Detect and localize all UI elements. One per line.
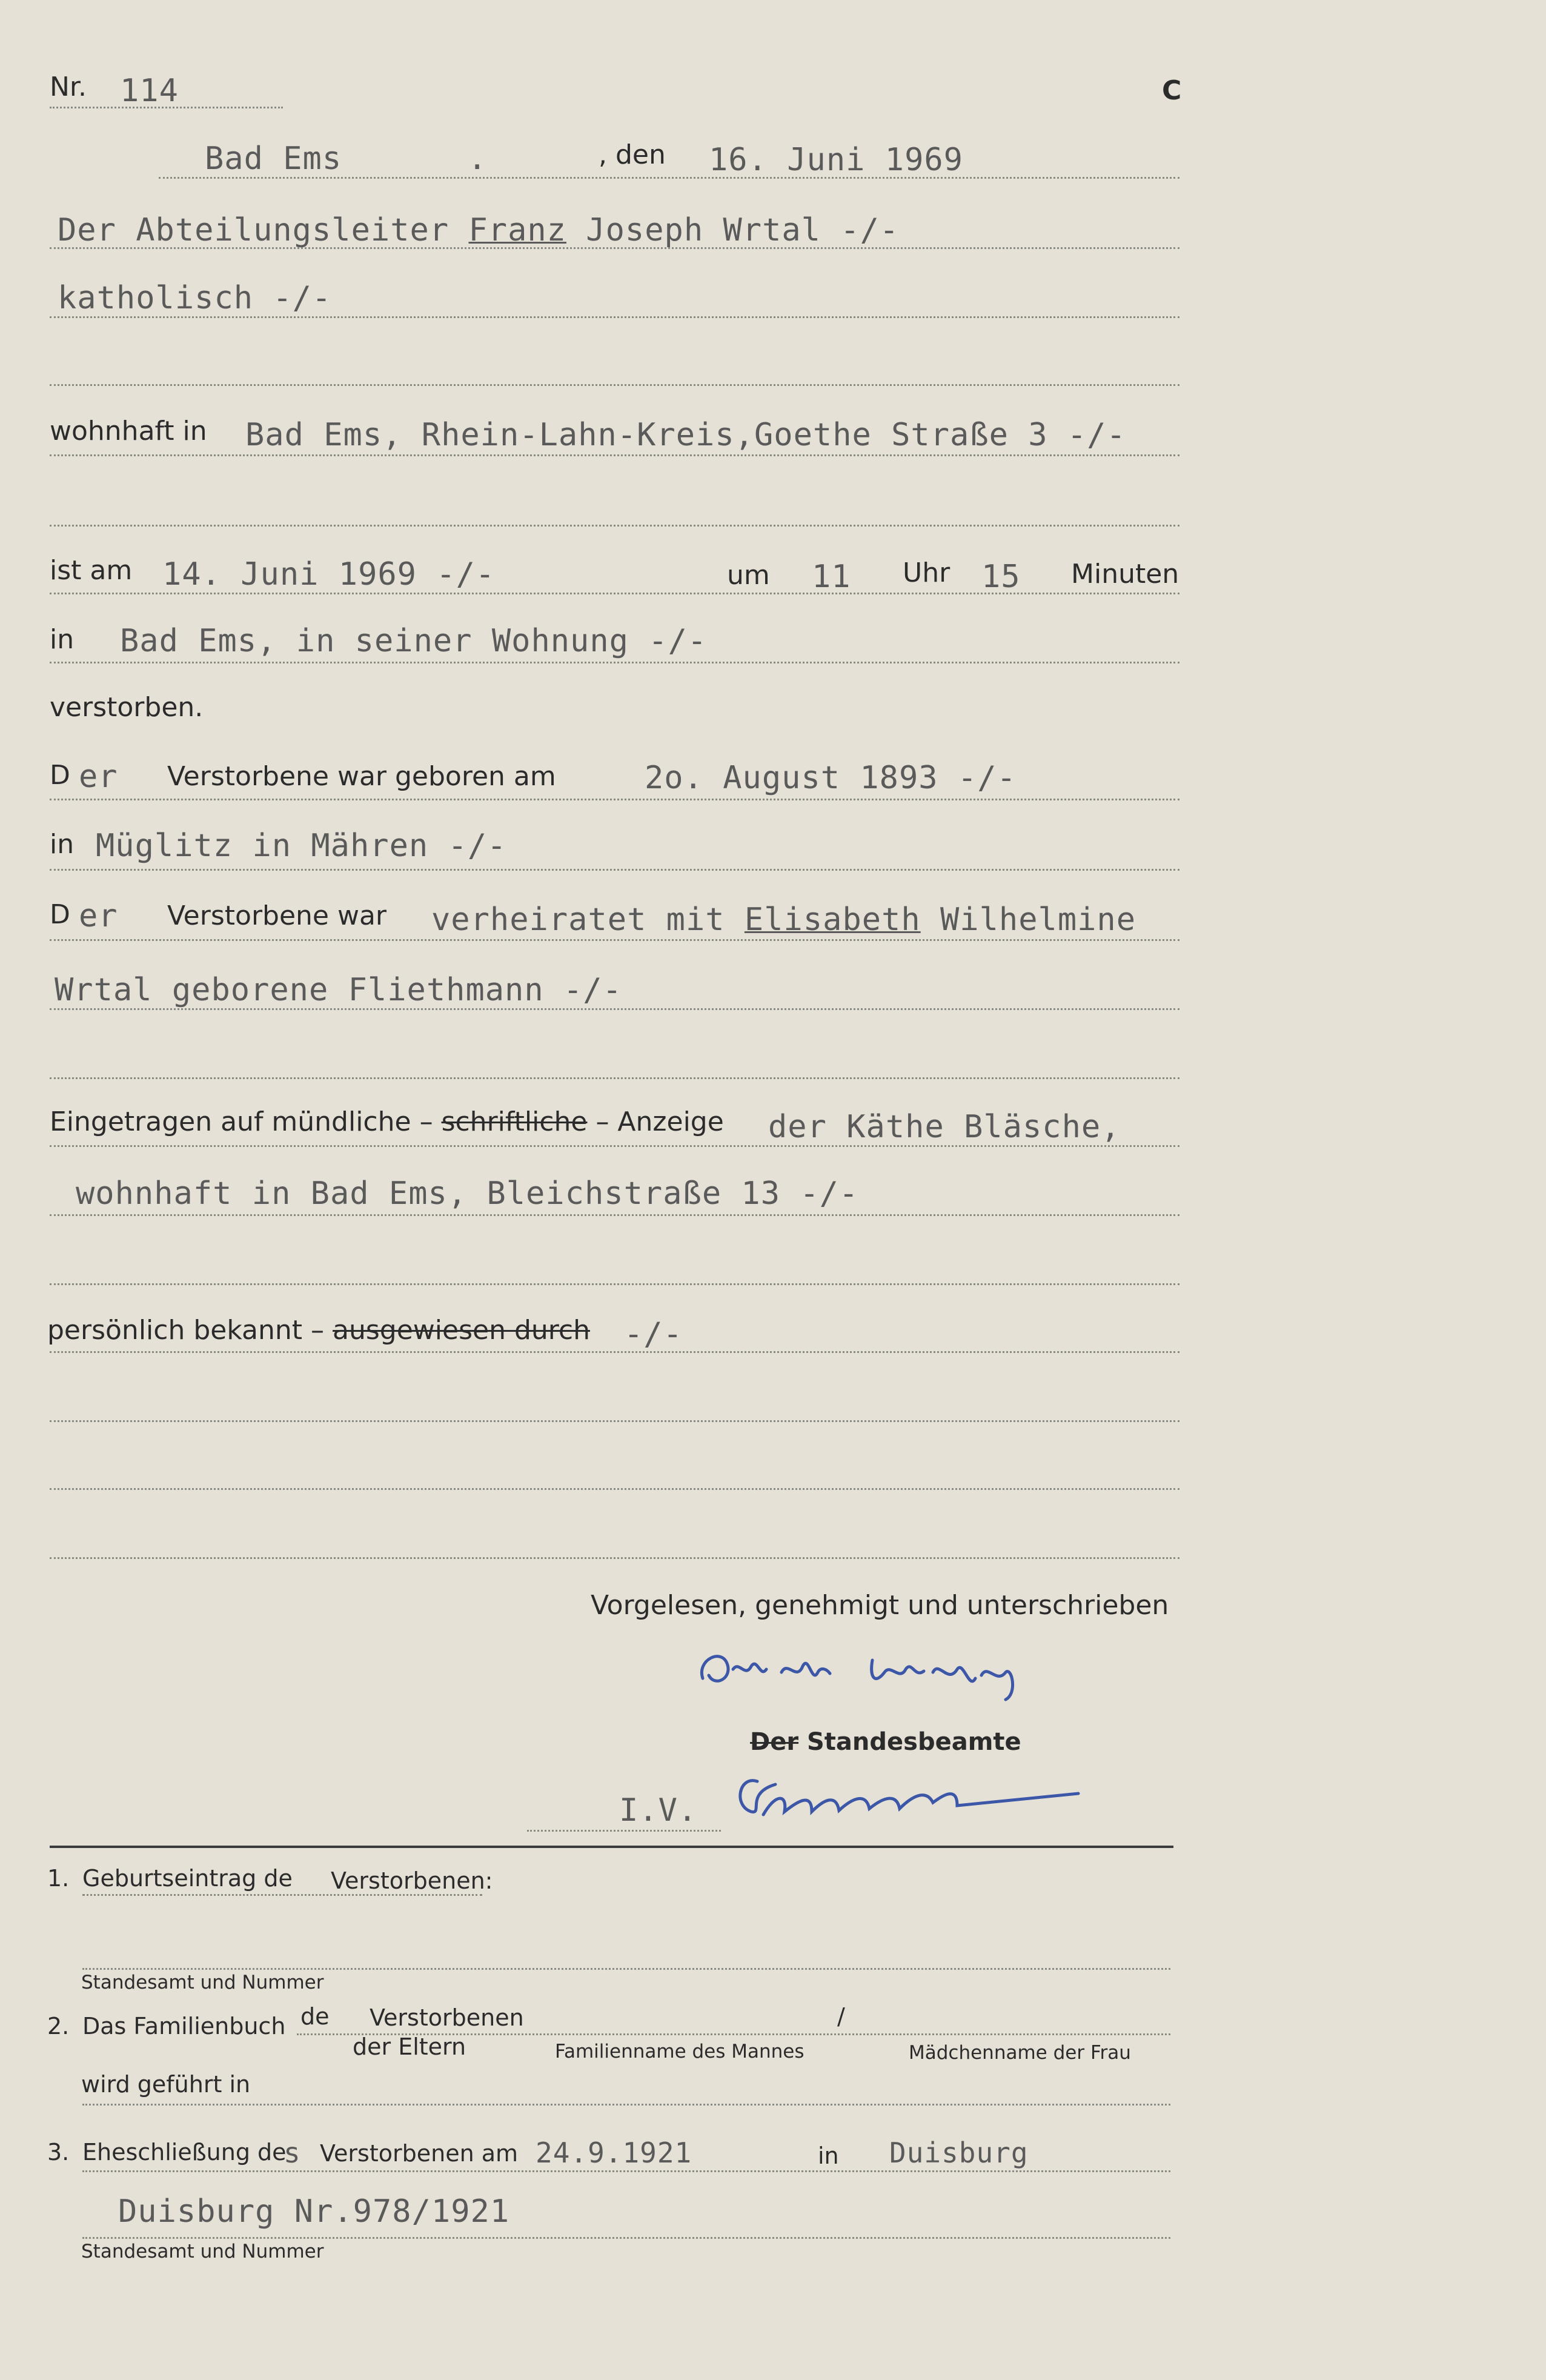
minuten-label: Minuten xyxy=(1071,559,1179,590)
item1-value-dotted-line xyxy=(82,1968,1170,1970)
item3-dotted-line xyxy=(82,2170,1170,2172)
birth-article-suffix: er xyxy=(79,759,118,795)
item2-label-2: wird geführt in xyxy=(81,2071,251,2098)
item3-s: s xyxy=(284,2136,301,2169)
ist-am-label: ist am xyxy=(50,555,133,586)
residence-label: wohnhaft in xyxy=(50,416,207,447)
item2-label: Das Familienbuch xyxy=(82,2013,286,2039)
den-label: , den xyxy=(599,139,666,170)
religion-dotted-line xyxy=(50,316,1179,318)
deceased-religion: katholisch -/- xyxy=(58,280,332,316)
death-minute: 15 xyxy=(981,559,1021,595)
registration-label-start: Eingetragen auf mündliche – xyxy=(50,1106,442,1137)
deceased-name-line xyxy=(58,212,899,248)
empty-dotted-line-3 xyxy=(50,1077,1179,1079)
item2-husband-caption: Familienname des Mannes xyxy=(555,2041,805,2063)
item2-number: 2. xyxy=(47,2013,70,2039)
official-title-struck: Der xyxy=(750,1728,799,1756)
item3-label-2: Verstorbenen am xyxy=(320,2140,519,2167)
informant: der Käthe Bläsche, xyxy=(768,1109,1121,1145)
empty-dotted-line-6 xyxy=(50,1488,1179,1490)
registry-place-dot: . xyxy=(468,141,488,177)
death-date-dotted-line xyxy=(50,593,1179,594)
item3-registry-dotted-line xyxy=(82,2237,1170,2239)
item3-number: 3. xyxy=(47,2139,70,2166)
birth-sentence-label: Verstorbene war geboren am xyxy=(167,761,556,792)
birth-date-dotted-line xyxy=(50,799,1179,800)
item1-label-2: Verstorbenen: xyxy=(331,1867,493,1894)
item3-registry: Duisburg Nr.978/1921 xyxy=(118,2193,510,2230)
informant-address-dotted-line xyxy=(50,1214,1179,1216)
marital-sentence-label: Verstorbene war xyxy=(167,900,387,931)
death-hour: 11 xyxy=(812,559,851,595)
birth-place-dotted-line xyxy=(50,869,1179,871)
identity-label-struck: ausgewiesen durch xyxy=(333,1315,590,1346)
item1-label: Geburtseintrag de xyxy=(82,1865,293,1892)
item2-slash: / xyxy=(837,2003,845,2030)
iv-label: I.V. xyxy=(619,1792,698,1829)
item2-wife-caption: Mädchenname der Frau xyxy=(909,2042,1131,2064)
deceased-firstname: Franz xyxy=(468,212,566,248)
marital-status-text: verheiratet mit xyxy=(431,902,745,938)
birth-d-label: D xyxy=(50,760,70,791)
corner-letter: C xyxy=(1162,75,1182,106)
spouse-surname-line: Wrtal geborene Fliethmann -/- xyxy=(55,972,622,1008)
spouse-middle-name: Wilhelmine xyxy=(920,902,1136,938)
spouse-dotted-line xyxy=(50,1008,1179,1010)
official-title xyxy=(750,1728,1021,1756)
registration-label-struck: schriftliche xyxy=(441,1106,588,1137)
registry-date: 16. Juni 1969 xyxy=(709,142,963,178)
verstorben-label: verstorben. xyxy=(50,692,204,723)
item2-verstorbenen: Verstorbenen xyxy=(370,2004,524,2031)
informant-address: wohnhaft in Bad Ems, Bleichstraße 13 -/- xyxy=(76,1175,859,1212)
um-label: um xyxy=(727,560,770,591)
death-place: Bad Ems, in seiner Wohnung -/- xyxy=(120,623,708,659)
item2-de: de xyxy=(300,2003,330,2030)
residence-dotted-line xyxy=(50,454,1179,456)
marital-status xyxy=(431,902,1136,938)
item1-sub: Standesamt und Nummer xyxy=(81,1972,324,1993)
item1-dotted-line xyxy=(82,1894,482,1896)
official-title-text: Standesbeamte xyxy=(807,1728,1021,1756)
nr-label: Nr. xyxy=(50,71,87,102)
empty-dotted-line-4 xyxy=(50,1283,1179,1285)
residence-value: Bad Ems, Rhein-Lahn-Kreis,Goethe Straße 3 -/- xyxy=(245,417,1126,453)
name-dotted-line xyxy=(50,247,1179,249)
uhr-label: Uhr xyxy=(903,557,950,588)
spouse-firstname: Elisabeth xyxy=(744,902,921,938)
birth-place: Müglitz in Mähren -/- xyxy=(96,828,507,864)
informant-signature xyxy=(691,1636,1078,1703)
marital-article-suffix: er xyxy=(79,898,118,934)
empty-dotted-line-2 xyxy=(50,525,1179,527)
empty-dotted-line xyxy=(50,384,1179,386)
deceased-occupation: Der Abteilungsleiter xyxy=(58,212,469,248)
item3-marriage-date: 24.9.1921 xyxy=(536,2136,692,2169)
identity-dotted-line xyxy=(50,1351,1179,1353)
item2-eltern: der Eltern xyxy=(353,2033,466,2060)
section-divider xyxy=(50,1846,1173,1848)
nr-dotted-line xyxy=(50,107,283,108)
identity-value: -/- xyxy=(624,1316,683,1352)
iv-dotted-line xyxy=(527,1830,721,1832)
birth-date: 2o. August 1893 -/- xyxy=(645,760,1017,796)
closing-text: Vorgelesen, genehmigt und unterschrieben xyxy=(591,1590,1169,1621)
item3-marriage-place: Duisburg xyxy=(889,2136,1029,2169)
registration-label-end: – Anzeige xyxy=(587,1106,724,1137)
marital-d-label: D xyxy=(50,899,70,930)
marital-dotted-line xyxy=(50,939,1179,941)
empty-dotted-line-5 xyxy=(50,1420,1179,1422)
identity-label xyxy=(47,1315,590,1346)
entry-number: 114 xyxy=(120,73,179,109)
birth-place-in-label: in xyxy=(50,829,75,860)
identity-label-start: persönlich bekannt – xyxy=(47,1315,333,1346)
death-date: 14. Juni 1969 -/- xyxy=(162,556,496,593)
registrar-signature xyxy=(727,1757,1103,1836)
item3-sub: Standesamt und Nummer xyxy=(81,2241,324,2262)
death-place-in-label: in xyxy=(50,624,75,655)
informant-dotted-line xyxy=(50,1145,1179,1147)
registration-label xyxy=(50,1106,724,1137)
date-dotted-line xyxy=(159,177,1179,179)
death-place-dotted-line xyxy=(50,662,1179,663)
empty-dotted-line-7 xyxy=(50,1557,1179,1559)
item1-number: 1. xyxy=(47,1865,70,1892)
item3-label: Eheschließung de xyxy=(82,2139,287,2166)
deceased-rest: Joseph Wrtal -/- xyxy=(566,212,900,248)
registry-place: Bad Ems xyxy=(205,141,342,177)
item3-in-label: in xyxy=(818,2142,839,2169)
item2-value-dotted-line xyxy=(82,2104,1170,2106)
